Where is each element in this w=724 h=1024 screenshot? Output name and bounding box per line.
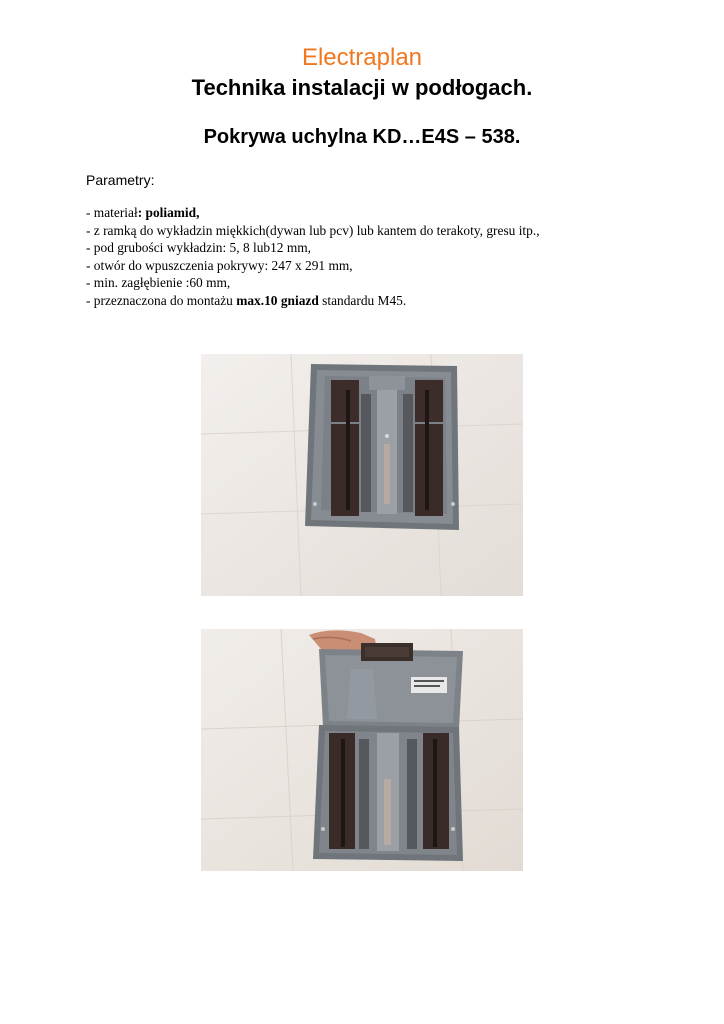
page-title: Technika instalacji w podłogach. xyxy=(191,75,533,100)
param-depth: - min. zagłębienie :60 mm, xyxy=(86,275,231,290)
param-opening: - otwór do wpuszczenia pokrywy: 247 x 291 mm, xyxy=(86,257,353,273)
product-subtitle: Pokrywa uchylna KD…E4S – 538. xyxy=(203,126,521,148)
closed-floor-box-photo xyxy=(201,354,523,596)
brand-title: Electraplan xyxy=(301,44,423,71)
param-thickness: - pod grubości wykładzin: 5, 8 lub12 mm, xyxy=(86,240,312,255)
param-sockets: - przeznaczona do montażu max.10 gniazd standardu M45. xyxy=(86,292,407,308)
parameters-list xyxy=(86,204,540,309)
open-floor-box-photo xyxy=(201,629,523,871)
param-frame: - z ramką do wykładzin miękkich(dywan lub pcv) lub kantem do terakoty, gresu itp., xyxy=(86,222,540,238)
param-material: - materiał: poliamid, xyxy=(86,205,200,220)
parameters-label: Parametry: xyxy=(86,172,155,188)
